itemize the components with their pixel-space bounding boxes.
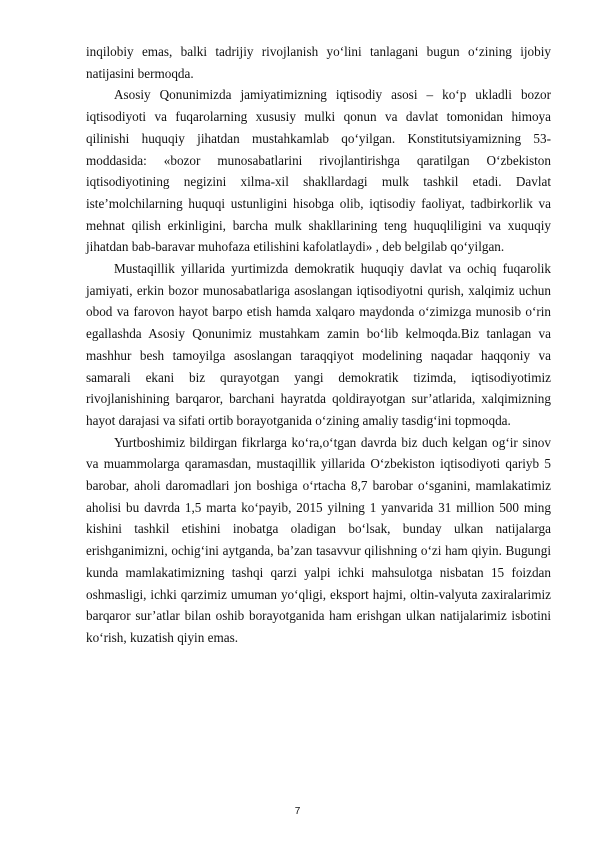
paragraph-constitution: Asosiy Qonunimizda jamiyatimizning iqtisodiy asosi – ko‘p ukladli bozor iqtisodiyoti va fuqarolarning xususiy mulki qonun va davlat tomonidan himoya qilinishi huquqiy jihatdan mustahkamlab qo‘yilgan. Konstitutsiyamizning 53-moddasida: «bozor munosabatlarini rivojlantirishga qaratilgan O‘zbekiston iqtisodiyotining negizini xilma-xil shakllardagi mulk tashkil etadi. Davlat iste’molchilarning huquqi ustunligini hisobga olib, iqtisodiy faoliyat, tadbirkorlik va mehnat qilish erkinligini, barcha mulk shakllarining teng huquqliligini va xuquqiy jihatdan bab-baravar muhofaza etilishini kafolatlaydi» , deb belgilab qo‘yilgan. — [86, 87, 551, 255]
paragraph-economic-results: Yurtboshimiz bildirgan fikrlarga ko‘ra,o‘tgan davrda biz duch kelgan og‘ir sinov va muammolarga qaramasdan, mustaqillik yillarida O‘zbekiston iqtisodiyoti qariyb 5 barobar, aholi daromadlari jon boshiga o‘rtacha 8,7 barobar o‘sganini, mamlakatimiz aholisi bu davrda 1,5 marta ko‘payib, 2015 yilning 1 yanvarida 31 million 500 ming kishini tashkil etishini inobatga oladigan bo‘lsak, bunday ulkan natijalarga erishganimizni, ochig‘ini aytganda, ba’zan tasavvur qilishning o‘zi ham qiyin. Bugungi kunda mamlakatimizning tashqi qarzi yalpi ichki mahsulotga nisbatan 15 foizdan oshmasligi, ichki qarzimiz umuman yo‘qligi, eksport hajmi, oltin-valyuta zaxiralarimiz barqaror sur’atlar bilan oshib borayotganida ham erishgan ulkan natijalarimiz isbotini ko‘rish, kuzatish qiyin emas. — [86, 434, 551, 645]
page-number: 7 — [294, 806, 301, 817]
paragraph-continuation: inqilobiy emas, balki tadrijiy rivojlanish yo‘lini tanlagani bugun o‘zining ijobiy natijasini bermoqda. — [86, 44, 551, 81]
document-body — [86, 41, 551, 649]
paragraph-independence: Mustaqillik yillarida yurtimizda demokratik huquqiy davlat va ochiq fuqarolik jamiyati, erkin bozor munosabatlariga asoslangan iqtisodiyotni qurish, xalqimiz uchun obod va farovon hayot barpo etish hamda xalqaro maydonda o‘zimizga munosib o‘rin egallashda Asosiy Qonunimiz mustahkam zamin bo‘lib kelmoqda.Biz tanlagan va mashhur besh tamoyilga asoslangan taraqqiyot modelining naqadar haqqoniy va samarali ekani biz qurayotgan yangi demokratik tizimda, iqtisodiyotimiz rivojlanishining barqaror, barchani hayratda qoldirayotgan sur’atlarida, xalqimizning hayot darajasi va sifati ortib borayotganida o‘zining amaliy tasdig‘ini topmoqda. — [86, 261, 551, 428]
